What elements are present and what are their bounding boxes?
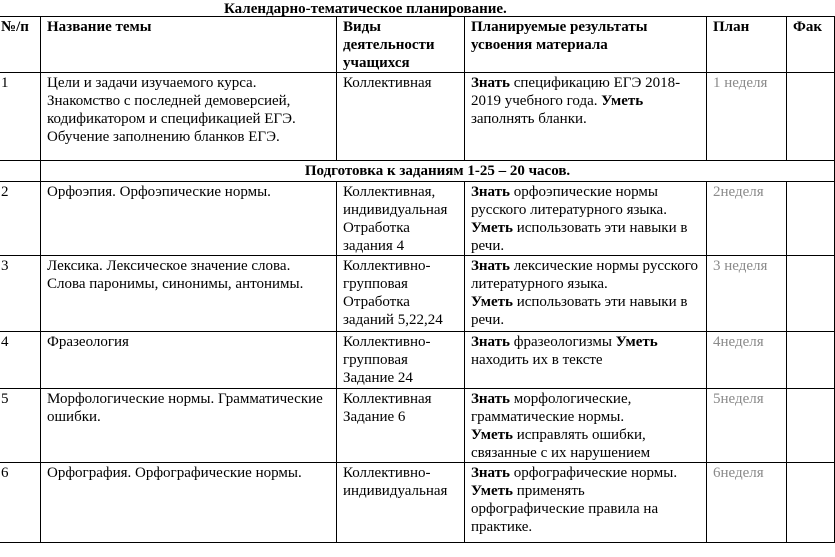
know-text: спецификацию ЕГЭ 2018-2019 учебного года. (471, 75, 681, 109)
table-row (0, 73, 835, 161)
row-fact (787, 182, 835, 256)
page-title: Календарно-тематическое планирование. (224, 1, 507, 17)
row-topic: Цели и задачи изучаемого курса. Знакомство с последней демоверсией, кодификатором и спецификацией ЕГЭ. Обучение заполнению бланков ЕГЭ. (41, 73, 337, 161)
row-num: 6 (0, 463, 41, 543)
table-row (0, 389, 835, 463)
can-text: заполнять бланки. (471, 111, 587, 127)
row-topic: Фразеология (41, 332, 337, 389)
know-label: Знать (471, 391, 510, 407)
row-fact (787, 73, 835, 161)
row-plan: 1 неделя (707, 73, 787, 161)
row-activity: Коллективная Задание 6 (337, 389, 465, 463)
row-fact (787, 389, 835, 463)
row-plan: 6неделя (707, 463, 787, 543)
header-activity: Виды деятельности учащихся (337, 17, 465, 73)
planning-table (0, 16, 835, 543)
row-num: 5 (0, 389, 41, 463)
can-label: Уметь (597, 93, 644, 109)
table-row (0, 256, 835, 332)
know-label: Знать (471, 334, 510, 350)
row-activity: Коллективно-индивидуальная (337, 463, 465, 543)
know-text: орфоэпические нормы русского литературного языка. (471, 184, 667, 218)
can-text: использовать эти навыки в речи. (471, 294, 688, 328)
can-label: Уметь (611, 334, 658, 350)
know-text: орфографические нормы. (509, 465, 678, 481)
row-num: 1 (0, 73, 41, 161)
row-fact (787, 256, 835, 332)
section-heading: Подготовка к заданиям 1-25 – 20 часов. (41, 161, 835, 182)
row-results (465, 463, 707, 543)
row-results (465, 73, 707, 161)
row-num: 3 (0, 256, 41, 332)
row-plan: 2неделя (707, 182, 787, 256)
know-text: лексические нормы русского литературного языка. (471, 258, 698, 292)
row-num: 2 (0, 182, 41, 256)
know-text: фразеологизмы (509, 334, 612, 350)
know-label: Знать (471, 465, 510, 481)
row-activity: Коллективно-групповая Задание 24 (337, 332, 465, 389)
can-label: Уметь (471, 220, 513, 236)
know-label: Знать (471, 258, 510, 274)
row-topic: Лексика. Лексическое значение слова. Слова паронимы, синонимы, антонимы. (41, 256, 337, 332)
header-topic: Название темы (41, 17, 337, 73)
row-results (465, 256, 707, 332)
table-row (0, 332, 835, 389)
can-text: применять орфографические правила на практике. (471, 483, 659, 535)
row-activity: Коллективная, индивидуальная Отработка задания 4 (337, 182, 465, 256)
know-label: Знать (471, 75, 510, 91)
can-text: использовать эти навыки в речи. (471, 220, 688, 254)
header-fact: Фак (787, 17, 835, 73)
row-results (465, 332, 707, 389)
row-results (465, 389, 707, 463)
row-plan: 5неделя (707, 389, 787, 463)
row-activity: Коллективно-групповая Отработка заданий 5,22,24 (337, 256, 465, 332)
table-row (0, 182, 835, 256)
can-label: Уметь (471, 294, 513, 310)
row-topic: Орфоэпия. Орфоэпические нормы. (41, 182, 337, 256)
can-label: Уметь (471, 483, 513, 499)
can-text: находить их в тексте (471, 352, 603, 368)
row-topic: Орфография. Орфографические нормы. (41, 463, 337, 543)
header-plan: План (707, 17, 787, 73)
row-results (465, 182, 707, 256)
section-num-cell (0, 161, 41, 182)
row-plan: 4неделя (707, 332, 787, 389)
row-fact (787, 463, 835, 543)
know-text: морфологические, грамматические нормы. (471, 391, 632, 425)
row-num: 4 (0, 332, 41, 389)
row-activity: Коллективная (337, 73, 465, 161)
table-header-row (0, 17, 835, 73)
section-row (0, 161, 835, 182)
row-topic: Морфологические нормы. Грамматические ошибки. (41, 389, 337, 463)
can-label: Уметь (471, 427, 513, 443)
row-plan: 3 неделя (707, 256, 787, 332)
know-label: Знать (471, 184, 510, 200)
row-fact (787, 332, 835, 389)
table-row (0, 463, 835, 543)
can-text: исправлять ошибки, связанные с их нарушением (471, 427, 651, 461)
header-results: Планируемые результаты усвоения материала (465, 17, 707, 73)
header-num: №/п (0, 17, 41, 73)
